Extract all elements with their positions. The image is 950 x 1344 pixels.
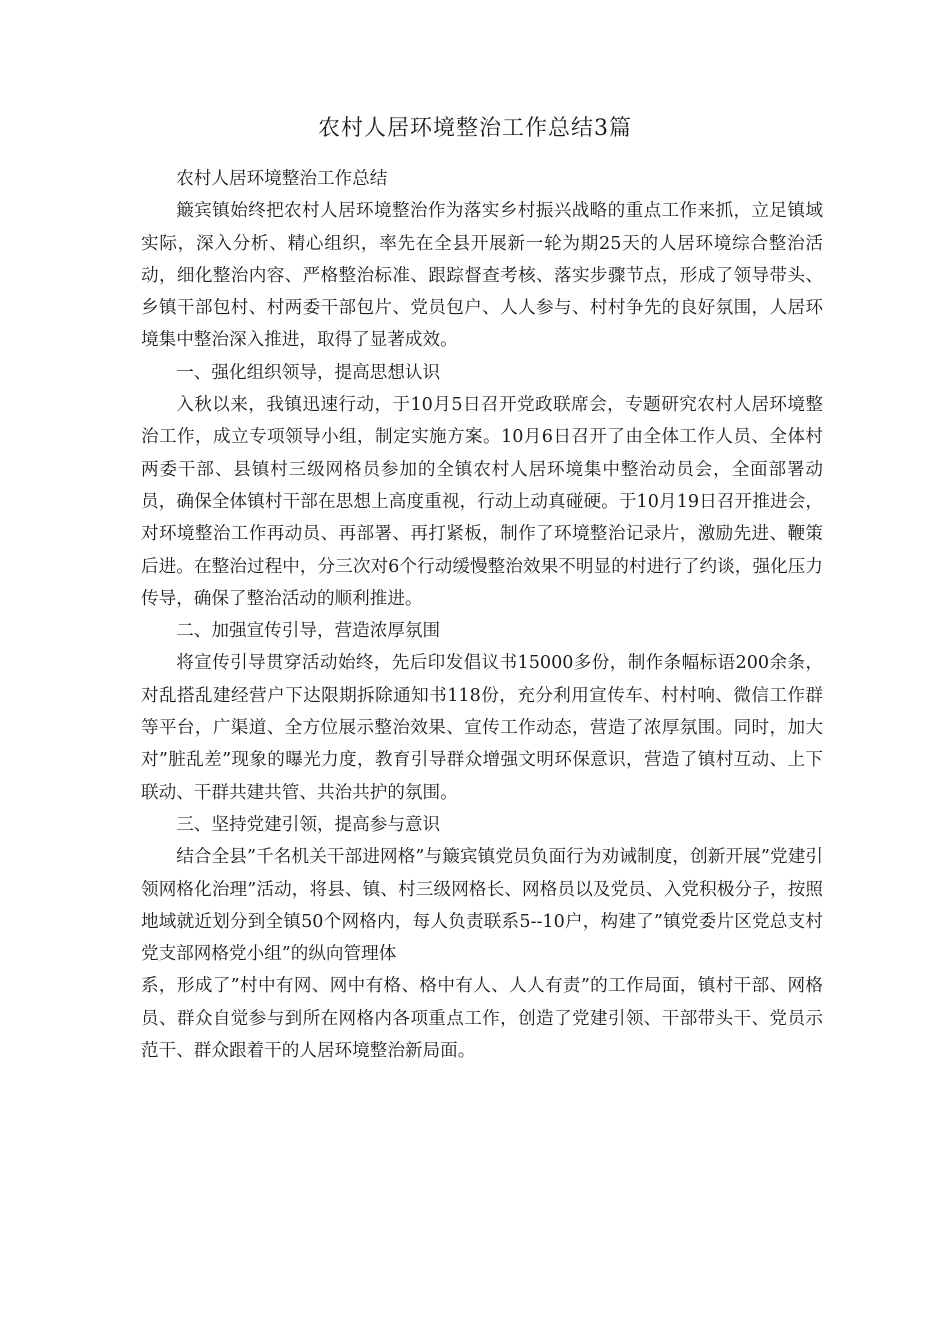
body-paragraph-2: 将宣传引导贯穿活动始终，先后印发倡议书15000多份，制作条幅标语200余条，对乱搭乱建经营户下达限期拆除通知书118份，充分利用宣传车、村村响、微信工作群等平台，广渠道、全方位展示整治效果、宣传工作动态，营造了浓厚氛围。同时，加大对”脏乱差”现象的曝光力度，教育引导群众增强文明环保意识，营造了镇村互动、上下联动、干群共建共管、共治共护的氛围。 xyxy=(141,653,823,803)
section-heading-3: 三、坚持党建引领，提高参与意识 xyxy=(176,814,441,835)
section-heading-2: 二、加强宣传引导，营造浓厚氛围 xyxy=(176,621,441,642)
document-title: 农村人居环境整治工作总结3篇 xyxy=(318,116,632,141)
section-heading-summary: 农村人居环境整治工作总结 xyxy=(176,169,388,189)
document-body xyxy=(141,163,823,1067)
body-paragraph-1: 入秋以来，我镇迅速行动，于10月5日召开党政联席会，专题研究农村人居环境整治工作，成立专项领导小组，制定实施方案。10月6日召开了由全体工作人员、全体村两委干部、县镇村三级网格员参加的全镇农村人居环境集中整治动员会，全面部署动员，确保全体镇村干部在思想上高度重视，行动上动真碰硬。于10月19日召开推进会，对环境整治工作再动员、再部署、再打紧板，制作了环境整治记录片，激励先进、鞭策后进。在整治过程中，分三次对6个行动缓慢整治效果不明显的村进行了约谈，强化压力传导，确保了整治活动的顺利推进。 xyxy=(141,395,823,609)
body-paragraph-intro: 簸宾镇始终把农村人居环境整治作为落实乡村振兴战略的重点工作来抓，立足镇域实际，深入分析、精心组织，率先在全县开展新一轮为期25天的人居环境综合整治活动，细化整治内容、严格整治标准、跟踪督查考核、落实步骤节点，形成了领导带头、乡镇干部包村、村两委干部包片、党员包户、人人参与、村村争先的良好氛围，人居环境集中整治深入推进，取得了显著成效。 xyxy=(141,201,823,351)
body-paragraph-3: 结合全县”千名机关干部进网格”与簸宾镇党员负面行为劝诫制度，创新开展”党建引领网格化治理”活动，将县、镇、村三级网格长、网格员以及党员、入党积极分子，按照地域就近划分到全镇50个网格内，每人负责联系5--10户，构建了”镇党委片区党总支村党支部网格党小组”的纵向管理体 xyxy=(141,847,823,965)
body-paragraph-3-continued: 系，形成了”村中有网、网中有格、格中有人、人人有责”的工作局面，镇村干部、网格员、群众自觉参与到所在网格内各项重点工作，创造了党建引领、干部带头干、党员示范干、群众跟着干的人居环境整治新局面。 xyxy=(141,976,823,1062)
section-heading-1: 一、强化组织领导，提高思想认识 xyxy=(176,362,441,383)
